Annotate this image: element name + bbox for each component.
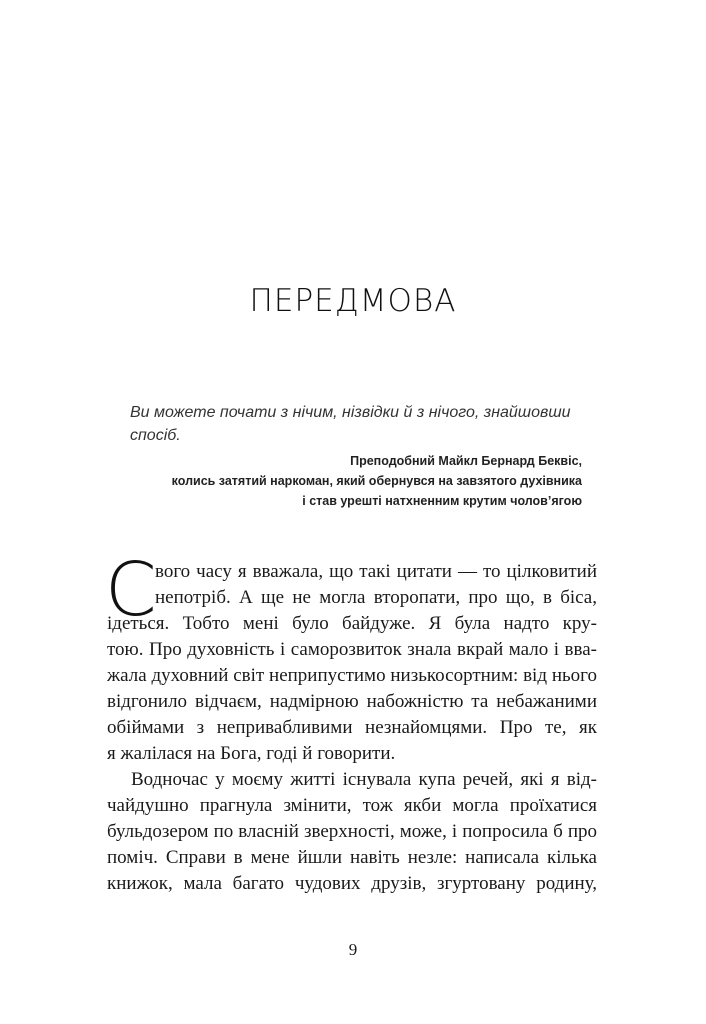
drop-cap: С: [105, 547, 157, 633]
epigraph-attribution: [130, 451, 582, 511]
second-paragraph: [107, 767, 597, 897]
epigraph-quote-line: спосіб.: [130, 427, 181, 444]
attribution-line: Преподобний Майкл Бернард Беквіс,: [350, 454, 582, 468]
text-line: ідеться. Тобто мені було байдуже. Я була надто кру-: [107, 613, 597, 634]
text-line: бульдозером по власній зверхності, може, і попросила б про: [107, 821, 597, 842]
text-line: обіймами з непривабливими незнайомцями. Про те, як: [107, 717, 597, 738]
text-line: Водночас у моєму житті існувала купа речей, які я від-: [131, 769, 597, 790]
text-line: жала духовний світ неприпустимо низькосортним: від нього: [107, 665, 597, 686]
text-line: книжок, мала багато чудових друзів, згуртовану родину,: [107, 873, 597, 894]
page-number: 9: [348, 940, 358, 959]
epigraph-quote: [130, 401, 582, 447]
text-line: вого часу я вважала, що такі цитати — то цілковитий: [155, 561, 597, 582]
text-line: поміч. Справи в мене йшли навіть незле: написала кілька: [107, 847, 597, 868]
epigraph: [130, 401, 582, 511]
attribution-line: колись затятий наркоман, який обернувся на завзятого духівника: [171, 474, 582, 488]
body-text: [105, 547, 597, 897]
text-line: тою. Про духовність і саморозвиток знала вкрай мало і вва-: [107, 639, 597, 660]
text-line: відгонило відчаєм, надмірною набожністю та небажаними: [107, 691, 597, 712]
epigraph-quote-line: Ви можете почати з нічим, нізвідки й з нічого, знайшовши: [130, 404, 571, 421]
attribution-line: і став урешті натхненним крутим чолов’ягою: [302, 494, 582, 508]
first-paragraph: [105, 547, 597, 767]
text-line: чайдушно прагнула змінити, тож якби могла проїхатися: [107, 795, 597, 816]
text-line: я жалілася на Бога, годі й говорити.: [107, 743, 396, 764]
text-line: непотріб. А ще не могла второпати, про що, в біса,: [155, 587, 597, 608]
chapter-title: ПЕРЕДМОВА: [249, 283, 457, 319]
